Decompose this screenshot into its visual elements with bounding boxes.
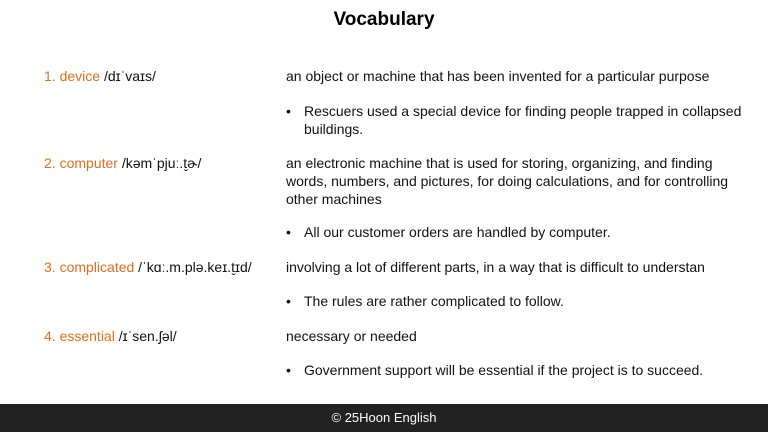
page-title: Vocabulary xyxy=(333,9,435,30)
term-number: 2. xyxy=(44,155,56,171)
definition-device: an object or machine that has been invented for a particular purpose xyxy=(286,68,710,84)
term-number: 1. xyxy=(44,68,56,84)
term-number: 3. xyxy=(44,259,56,275)
example-text: Government support will be essential if the project is to succeed. xyxy=(304,362,704,378)
definition-complicated: involving a lot of different parts, in a way that is difficult to understan xyxy=(286,259,705,275)
term-number: 4. xyxy=(44,328,56,344)
example-computer xyxy=(286,223,746,241)
definition-computer: an electronic machine that is used for storing, organizing, and finding words, numbers, and pictures, for doing calculations, and for controlling other machines xyxy=(286,155,729,207)
vocab-term-device xyxy=(44,67,156,85)
vocab-term-essential xyxy=(44,327,177,345)
example-text: The rules are rather complicated to follow. xyxy=(304,293,564,309)
bullet-icon: • xyxy=(286,224,291,240)
term-pronunciation: /ˈkɑː.m.plə.keɪ.t̬ɪd/ xyxy=(138,259,252,275)
bullet-icon: • xyxy=(286,362,291,378)
bullet-icon: • xyxy=(286,293,291,309)
term-word: device xyxy=(59,68,101,84)
term-word: essential xyxy=(59,328,115,344)
footer-copyright: © 25Hoon English xyxy=(0,404,768,432)
example-text: Rescuers used a special device for finding people trapped in collapsed buildings. xyxy=(304,103,742,137)
example-essential xyxy=(286,361,746,379)
term-word: complicated xyxy=(59,259,135,275)
term-pronunciation: /ɪˈsen.ʃəl/ xyxy=(118,328,177,344)
example-complicated xyxy=(286,292,746,310)
term-pronunciation: /dɪˈvaɪs/ xyxy=(103,68,156,84)
vocab-term-computer xyxy=(44,154,201,172)
vocab-term-complicated xyxy=(44,258,252,276)
example-text: All our customer orders are handled by computer. xyxy=(304,224,611,240)
bullet-icon: • xyxy=(286,103,291,119)
example-device xyxy=(286,102,746,138)
term-word: computer xyxy=(59,155,118,171)
term-pronunciation: /kəmˈpjuː.t̬ɚ/ xyxy=(121,155,202,171)
definition-essential: necessary or needed xyxy=(286,328,417,344)
